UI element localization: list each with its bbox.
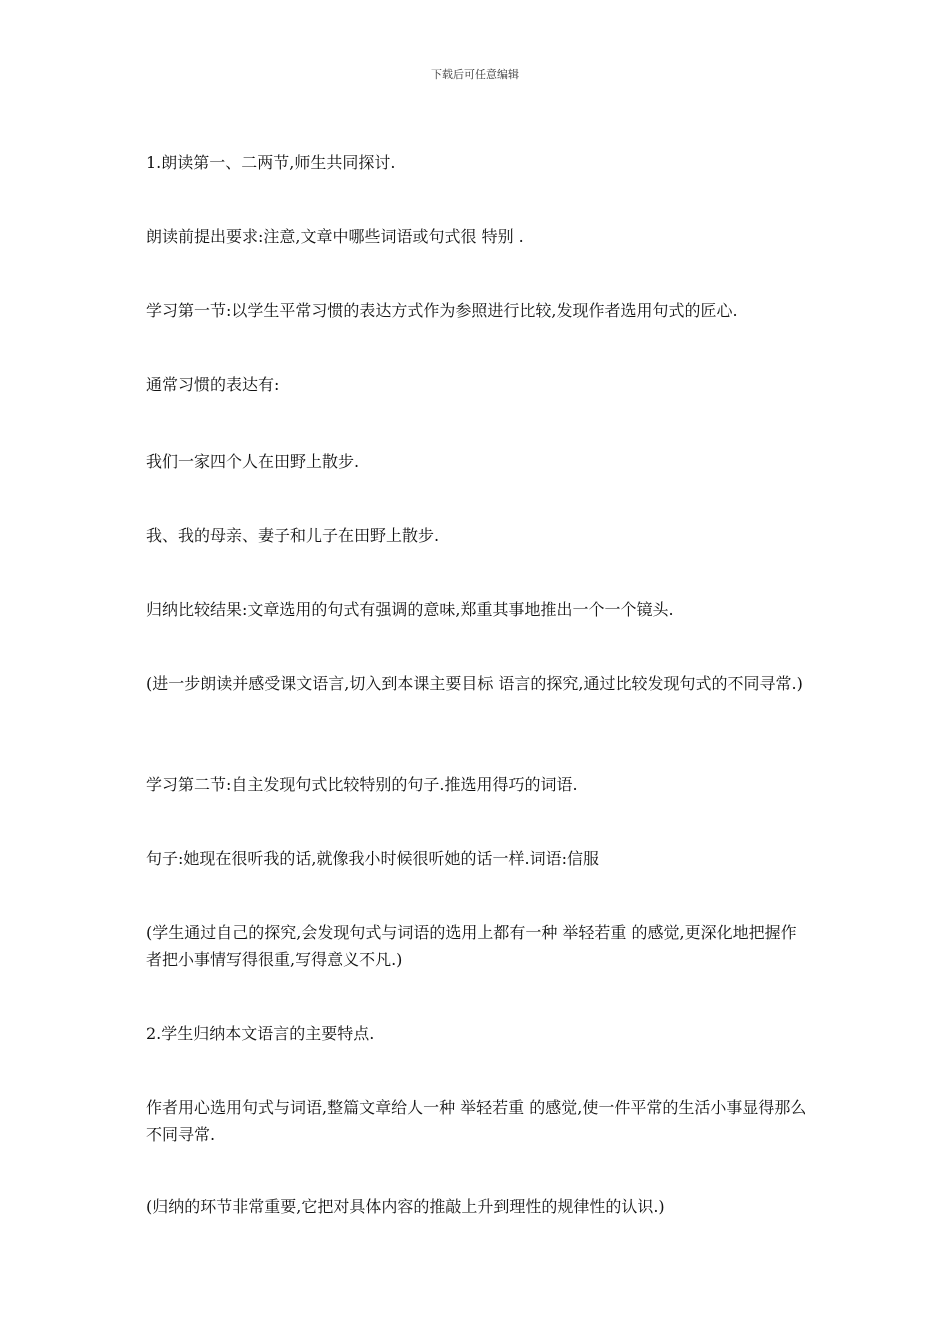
paragraph-5: 我们一家四个人在田野上散步.	[146, 452, 360, 471]
paragraph-4: 通常习惯的表达有:	[146, 375, 280, 394]
paragraph-1: 1.朗读第一、二两节,师生共同探讨.	[146, 153, 396, 172]
paragraph-3: 学习第一节:以学生平常习惯的表达方式作为参照进行比较,发现作者选用句式的匠心.	[146, 301, 738, 320]
page-header: 下载后可任意编辑	[431, 68, 519, 81]
paragraph-10: 句子:她现在很听我的话,就像我小时候很听她的话一样.词语:信服	[146, 849, 599, 868]
paragraph-11: (学生通过自己的探究,会发现句式与词语的选用上都有一种 举轻若重 的感觉,更深化地把握作者把小事情写得很重,写得意义不凡.)	[146, 923, 797, 969]
paragraph-7: 归纳比较结果:文章选用的句式有强调的意味,郑重其事地推出一个一个镜头.	[146, 600, 674, 619]
paragraph-13: 作者用心选用句式与词语,整篇文章给人一种 举轻若重 的感觉,使一件平常的生活小事显得那么不同寻常.	[146, 1098, 807, 1144]
paragraph-2: 朗读前提出要求:注意,文章中哪些词语或句式很 特别 .	[146, 227, 524, 246]
paragraph-6: 我、我的母亲、妻子和儿子在田野上散步.	[146, 526, 440, 545]
paragraph-9: 学习第二节:自主发现句式比较特别的句子.推选用得巧的词语.	[146, 775, 578, 794]
paragraph-8: (进一步朗读并感受课文语言,切入到本课主要目标 语言的探究,通过比较发现句式的不同寻常.)	[146, 674, 803, 693]
paragraph-14: (归纳的环节非常重要,它把对具体内容的推敲上升到理性的规律性的认识.)	[146, 1197, 665, 1216]
paragraph-12: 2.学生归纳本文语言的主要特点.	[146, 1024, 375, 1043]
